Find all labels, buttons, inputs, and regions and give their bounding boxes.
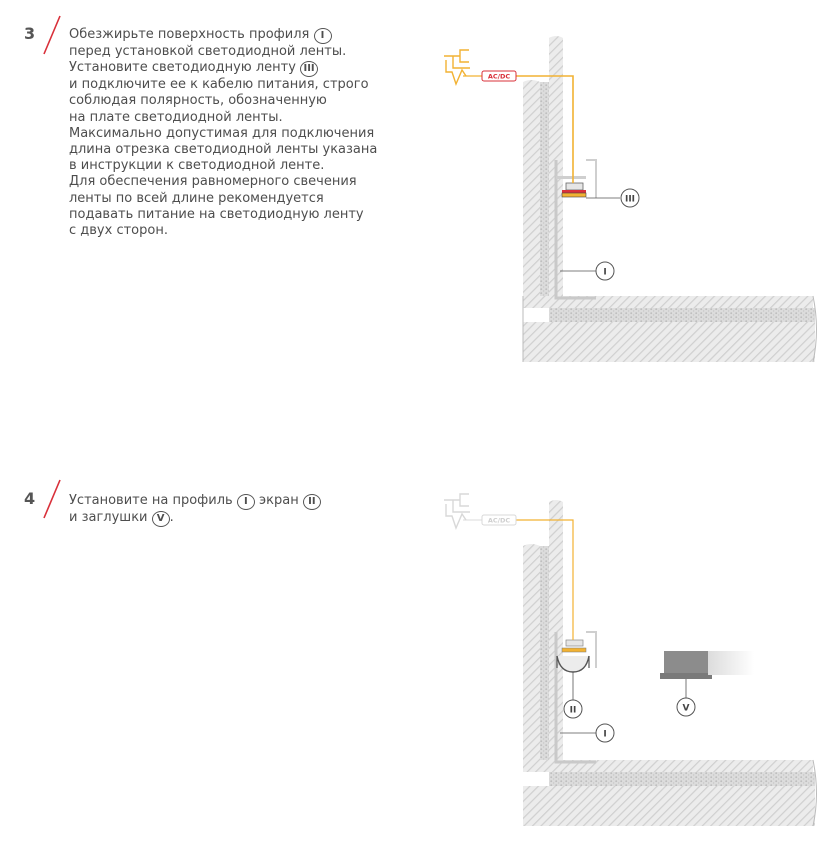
acdc-adapter (482, 515, 516, 525)
callout-profile (560, 724, 614, 742)
instruction-line: на плате светодиодной ленты. (69, 109, 283, 125)
instruction-line: ленты по всей длине рекомендуется (69, 190, 324, 206)
step-number: 3 (24, 24, 36, 43)
svg-text:I: I (603, 729, 607, 740)
acdc-label: AC/DC (487, 72, 511, 81)
callout-screen (564, 672, 582, 718)
ref-marker-caps: V (152, 511, 170, 527)
ref-marker-screen: II (303, 494, 321, 510)
svg-text:V: V (682, 703, 690, 714)
led-tape-icon (562, 640, 586, 652)
instruction-line: и подключите ее к кабелю питания, строго (69, 77, 369, 93)
instruction-line: перед установкой светодиодной ленты. (69, 44, 347, 59)
instruction-line: Для обеспечения равномерного свечения (69, 174, 357, 190)
instruction-line: соблюдая полярность, обозначенную (69, 93, 327, 109)
instruction-line: длина отрезка светодиодной ленты указана (69, 142, 378, 158)
instruction-line: подавать питание на светодиодную ленту (69, 206, 364, 222)
ref-marker-profile: I (237, 494, 255, 510)
instruction-line: и заглушки V . (69, 510, 174, 525)
instruction-line: в инструкции к светодиодной ленте. (69, 158, 325, 174)
instruction-line: с двух сторон. (69, 223, 168, 239)
floor (523, 760, 817, 826)
callout-cap (677, 679, 695, 716)
end-cap-icon (660, 651, 754, 679)
instruction-line: Обезжирьте поверхность профиля I (69, 27, 377, 44)
svg-text:II: II (569, 705, 577, 716)
svg-text:I: I (603, 267, 607, 278)
instruction-line: Установите светодиодную ленту III (69, 60, 377, 77)
instruction-line: Максимально допустимая для подключения (69, 125, 375, 141)
ref-marker-profile: I (314, 28, 332, 44)
step-number: 4 (24, 489, 36, 508)
plug-icon (444, 494, 470, 528)
ref-marker-tape: III (300, 61, 318, 77)
svg-text:III: III (624, 194, 636, 205)
acdc-label: AC/DC (487, 516, 511, 525)
instruction-line: Установите на профиль I экран II (69, 493, 321, 510)
